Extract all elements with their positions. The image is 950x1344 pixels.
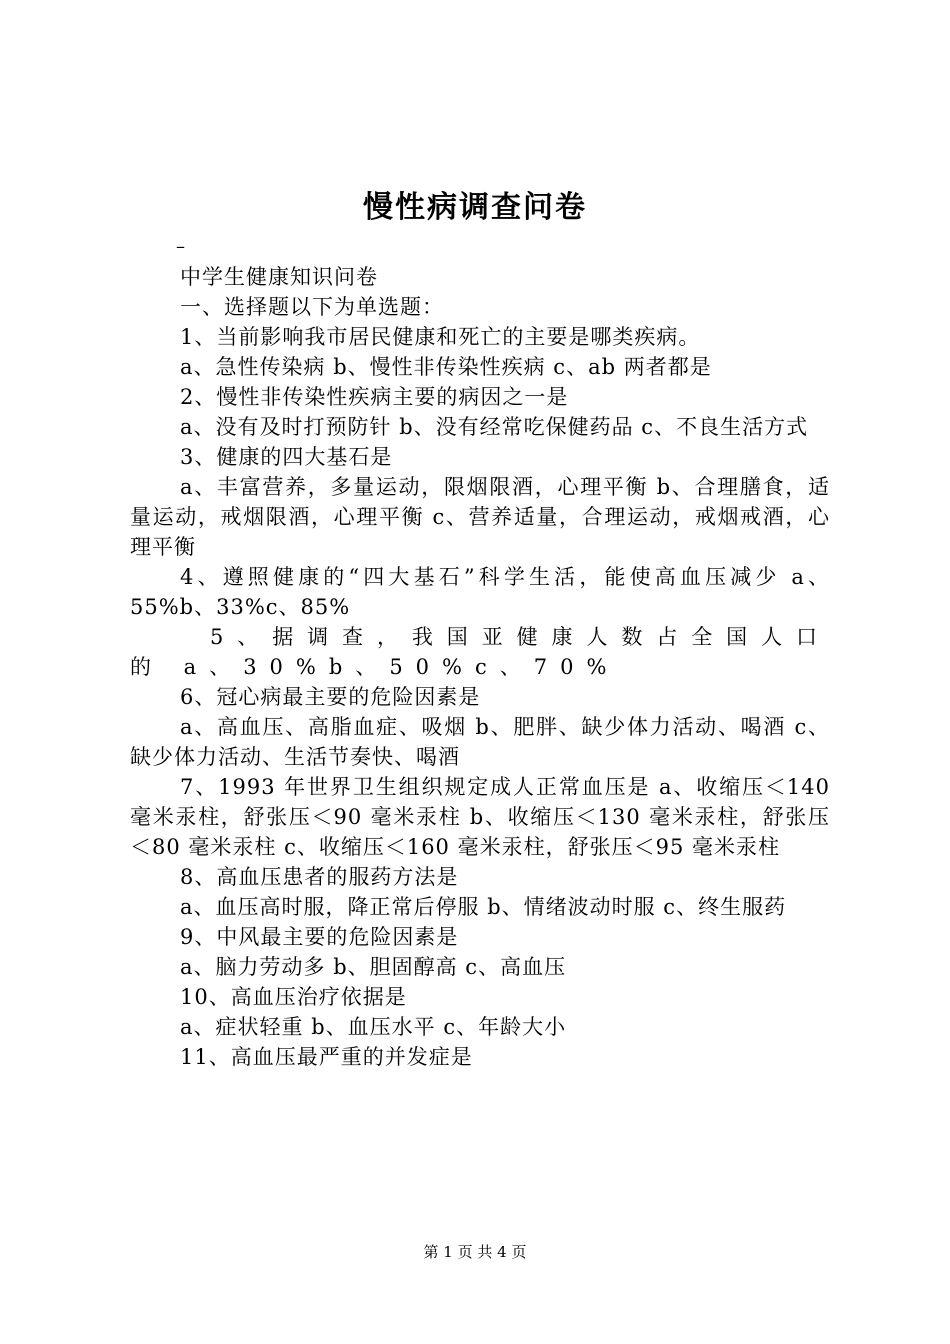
question-7: 7、1993 年世界卫生组织规定成人正常血压是 a、收缩压＜140 毫米汞柱，舒张压＜90 毫米汞柱 b、收缩压＜130 毫米汞柱，舒张压＜80 毫米汞柱 c、收缩压＜160 毫米汞柱，舒张压＜95 毫米汞柱 (130, 775, 830, 859)
document-body (130, 262, 830, 1072)
options-8: a、血压高时服，降正常后停服 b、情绪波动时服 c、终生服药 (180, 895, 787, 919)
question-1: 1、当前影响我市居民健康和死亡的主要是哪类疾病。 (180, 325, 701, 349)
options-1: a、急性传染病 b、慢性非传染性疾病 c、ab 两者都是 (180, 355, 712, 379)
paragraph-section-heading: 一、选择题以下为单选题： (180, 295, 444, 319)
question-9: 9、中风最主要的危险因素是 (180, 925, 459, 949)
question-5: 5、据调查，我国亚健康人数占全国人口的 a、30%b、50%c、70% (130, 625, 830, 679)
options-10: a、症状轻重 b、血压水平 c、年龄大小 (180, 1015, 567, 1039)
question-11: 11、高血压最严重的并发症是 (180, 1045, 473, 1069)
dash-mark: – (176, 236, 185, 257)
page-footer: 第 1 页 共 4 页 (423, 1243, 527, 1261)
question-2: 2、慢性非传染性疾病主要的病因之一是 (180, 385, 569, 409)
question-3: 3、健康的四大基石是 (180, 445, 393, 469)
question-8: 8、高血压患者的服药方法是 (180, 865, 459, 889)
options-3: a、丰富营养，多量运动，限烟限酒，心理平衡 b、合理膳食，适量运动，戒烟限酒，心理平衡 c、营养适量，合理运动，戒烟戒酒，心理平衡 (130, 475, 830, 559)
options-9: a、脑力劳动多 b、胆固醇高 c、高血压 (180, 955, 567, 979)
question-6: 6、冠心病最主要的危险因素是 (180, 685, 481, 709)
question-4: 4、遵照健康的“四大基石”科学生活，能使高血压减少 a、55%b、33%c、85% (130, 565, 830, 619)
options-2: a、没有及时打预防针 b、没有经常吃保健药品 c、不良生活方式 (180, 415, 809, 439)
paragraph-subtitle: 中学生健康知识问卷 (180, 265, 378, 289)
options-6: a、高血压、高脂血症、吸烟 b、肥胖、缺少体力活动、喝酒 c、缺少体力活动、生活节奏快、喝酒 (130, 715, 830, 769)
question-10: 10、高血压治疗依据是 (180, 985, 407, 1009)
document-title: 慢性病调查问卷 (363, 190, 587, 225)
